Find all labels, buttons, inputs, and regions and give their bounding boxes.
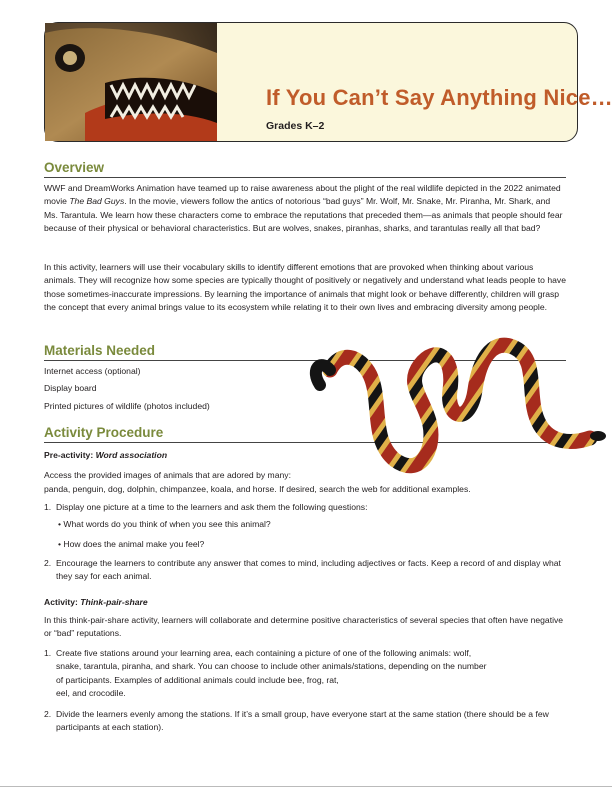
page-bottom-border bbox=[0, 786, 612, 787]
activity-intro: In this think-pair-share activity, learners will collaborate and determine positive characteristics of several species that often have negative or “bad” reputations. bbox=[44, 615, 564, 639]
pre-activity-name: Word association bbox=[95, 450, 168, 460]
divider bbox=[44, 177, 566, 178]
activity-prefix: Activity: bbox=[44, 597, 81, 607]
step-text bbox=[56, 647, 566, 700]
activity-step-1 bbox=[44, 647, 566, 700]
snake-photo bbox=[300, 330, 606, 480]
piranha-photo bbox=[45, 23, 217, 141]
activity-name: Think-pair-share bbox=[80, 597, 148, 607]
text-segment: . In the movie, viewers follow the antics of notorious “bad guys” Mr. Wolf, Mr. Snake, Mr. Piranha, Mr. Shark, and Ms. Tarantula. We learn how these characters come to embrace the reputations that preceded them—as animals that people should fear because of their physical or behavioral characteristics. But are wolves, snakes, piranhas, sharks, and tarantulas really all that bad? bbox=[44, 196, 563, 233]
step-line: of participants. Examples of additional animals could include bee, frog, rat, bbox=[56, 674, 339, 685]
step-number: 1. bbox=[44, 502, 52, 512]
activity-step-2 bbox=[44, 708, 566, 735]
step-text: Divide the learners evenly among the stations. If it’s a small group, have everyone start at the same station (there should be a few participants at each station). bbox=[56, 709, 549, 733]
page-title: If You Can’t Say Anything Nice… bbox=[266, 85, 613, 110]
pre-activity-prefix: Pre-activity: bbox=[44, 450, 96, 460]
material-item: Display board bbox=[44, 383, 97, 393]
pre-activity-label bbox=[44, 450, 167, 460]
pre-activity-text: panda, penguin, dog, dolphin, chimpanzee, koala, and horse. If desired, search the web for additional examples. bbox=[44, 484, 471, 494]
material-item: Printed pictures of wildlife (photos included) bbox=[44, 401, 210, 411]
question-bullet: • How does the animal make you feel? bbox=[58, 539, 205, 549]
materials-heading: Materials Needed bbox=[44, 343, 156, 358]
movie-title: The Bad Guys bbox=[69, 196, 125, 207]
step-2 bbox=[44, 557, 566, 584]
text-segment: WWF and DreamWorks Animation have teamed up to raise awareness about the plight of the real wildlife depicted in the 2022 animated movie bbox=[44, 183, 561, 207]
material-item: Internet access (optional) bbox=[44, 366, 141, 376]
header-banner bbox=[44, 22, 613, 142]
step-number: 1. bbox=[44, 648, 52, 658]
overview-heading: Overview bbox=[44, 160, 105, 175]
step-text: Display one picture at a time to the learners and ask them the following questions: bbox=[56, 502, 368, 512]
overview-paragraph-2: In this activity, learners will use their vocabulary skills to identify different emotions that are provoked when thinking about various animals. They will recognize how some species are typically thought of positively or negatively and understand what leads people to have those sometimes-inaccurate impressions. By learning the importance of animals that might look or behave differently, children will grasp the concept that every animal brings value to its ecosystem while relating it to their own lives and embracing diversity among people. bbox=[44, 262, 566, 312]
step-1 bbox=[44, 501, 566, 514]
question-bullet: • What words do you think of when you see this animal? bbox=[58, 519, 271, 529]
activity-label bbox=[44, 597, 148, 607]
grade-level: Grades K–2 bbox=[266, 120, 325, 132]
pre-activity-text: Access the provided images of animals that are adored by many: bbox=[44, 470, 291, 480]
step-number: 2. bbox=[44, 558, 52, 568]
overview-paragraph-1 bbox=[44, 182, 566, 235]
step-line: snake, tarantula, piranha, and shark. You can choose to include other animals/stations, depending on the number bbox=[56, 661, 487, 672]
procedure-heading: Activity Procedure bbox=[44, 425, 164, 440]
step-line: Create five stations around your learning area, each containing a picture of one of the following animals: wolf, bbox=[56, 648, 472, 658]
step-line: eel, and crocodile. bbox=[56, 687, 126, 698]
step-text: Encourage the learners to contribute any answer that comes to mind, including adjectives or facts. Keep a record of and display what they say for each animal. bbox=[56, 558, 561, 582]
step-number: 2. bbox=[44, 709, 52, 719]
